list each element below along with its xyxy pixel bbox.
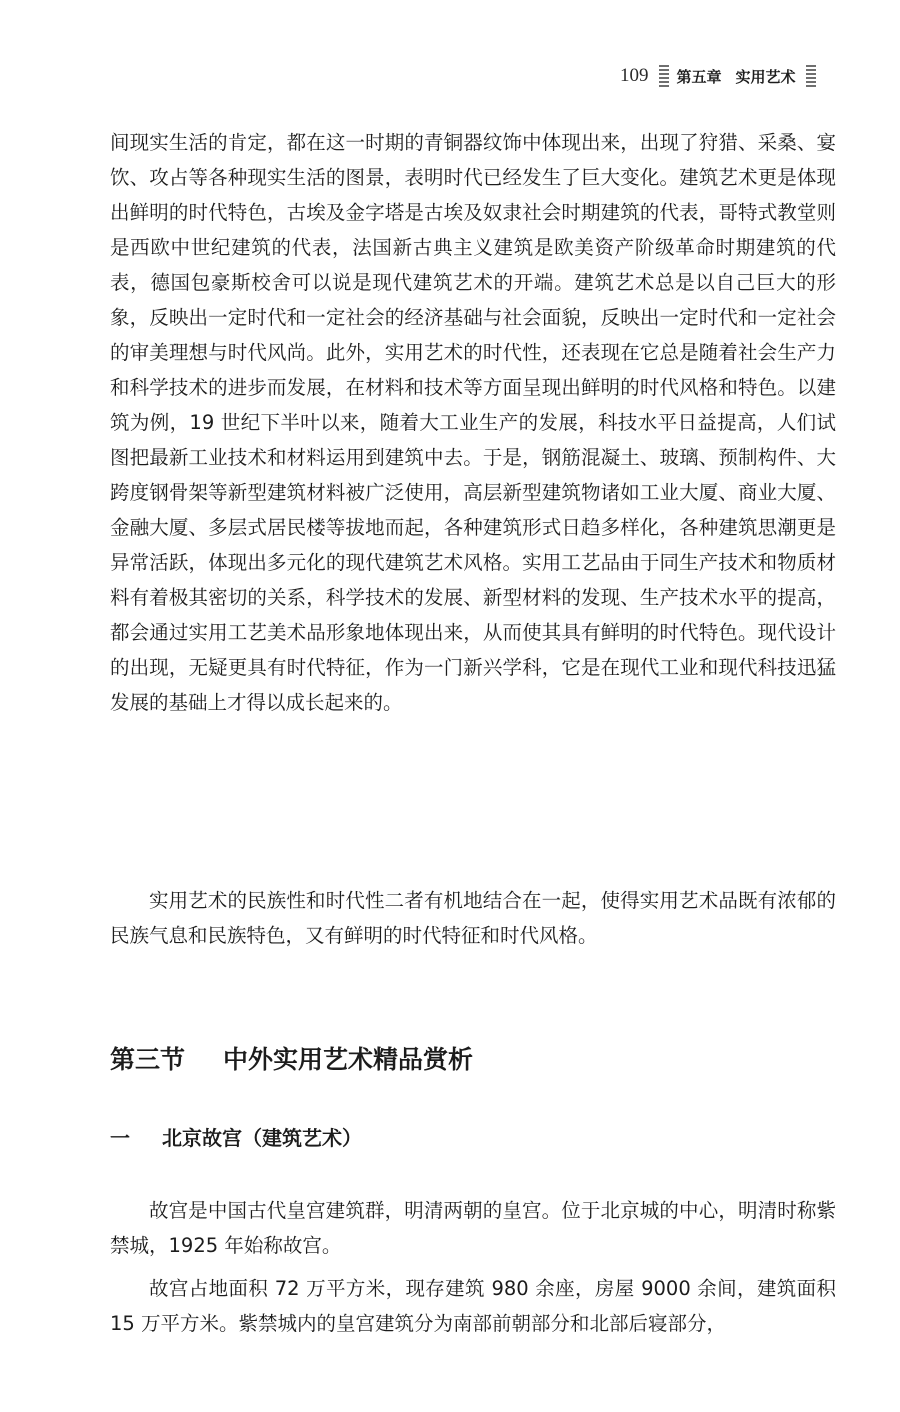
section-heading [110,1040,473,1076]
page-number: 109 [620,65,649,86]
body-paragraph: 实用艺术的民族性和时代性二者有机地结合在一起，使得实用艺术品既有浓郁的民族气息和民族特色，又有鲜明的时代特征和时代风格。 [110,889,836,947]
subsection-heading [110,1122,362,1151]
header-ornament-icon [806,65,816,87]
subsection-title: 北京故宫（建筑艺术） [162,1126,362,1150]
subsection-number: 一 [110,1126,130,1150]
header-ornament-icon [659,65,669,87]
section-title: 中外实用艺术精品赏析 [223,1045,474,1074]
chapter-label: 第五章 [676,67,722,86]
chapter-title: 实用艺术 [735,67,796,86]
body-paragraph: 故宫占地面积 72 万平方米，现存建筑 980 余座，房屋 9000 余间，建筑面积 15 万平方米。紫禁城内的皇宫建筑分为南部前朝部分和北部后寝部分， [110,1277,836,1335]
body-paragraph: 间现实生活的肯定，都在这一时期的青铜器纹饰中体现出来，出现了狩猎、采桑、宴饮、攻占等各种现实生活的图景，表明时代已经发生了巨大变化。建筑艺术更是体现出鲜明的时代特色，古埃及金字塔是古埃及奴隶社会时期建筑的代表，哥特式教堂则是西欧中世纪建筑的代表，法国新古典主义建筑是欧美资产阶级革命时期建筑的代表，德国包豪斯校舍可以说是现代建筑艺术的开端。建筑艺术总是以自己巨大的形象，反映出一定时代和一定社会的经济基础与社会面貌，反映出一定时代和一定社会的审美理想与时代风尚。此外，实用艺术的时代性，还表现在它总是随着社会生产力和科学技术的进步而发展，在材料和技术等方面呈现出鲜明的时代风格和特色。以建筑为例，19 世纪下半叶以来，随着大工业生产的发展，科技水平日益提高，人们试图把最新工业技术和材料运用到建筑中去。于是，钢筋混凝土、玻璃、预制构件、大跨度钢骨架等新型建筑材料被广泛使用，高层新型建筑物诸如工业大厦、商业大厦、金融大厦、多层式居民楼等拔地而起，各种建筑形式日趋多样化，各种建筑思潮更是异常活跃，体现出多元化的现代建筑艺术风格。实用工艺品由于同生产技术和物质材料有着极其密切的关系，科学技术的发展、新型材料的发现、生产技术水平的提高，都会通过实用工艺美术品形象地体现出来，从而使其具有鲜明的时代特色。现代设计的出现，无疑更具有时代特征，作为一门新兴学科，它是在现代工业和现代科技迅猛发展的基础上才得以成长起来的。 [110,131,836,714]
section-number: 第三节 [110,1045,186,1074]
body-paragraph: 故宫是中国古代皇宫建筑群，明清两朝的皇宫。位于北京城的中心，明清时称紫禁城，1925 年始称故宫。 [110,1199,836,1257]
running-header [620,62,816,90]
